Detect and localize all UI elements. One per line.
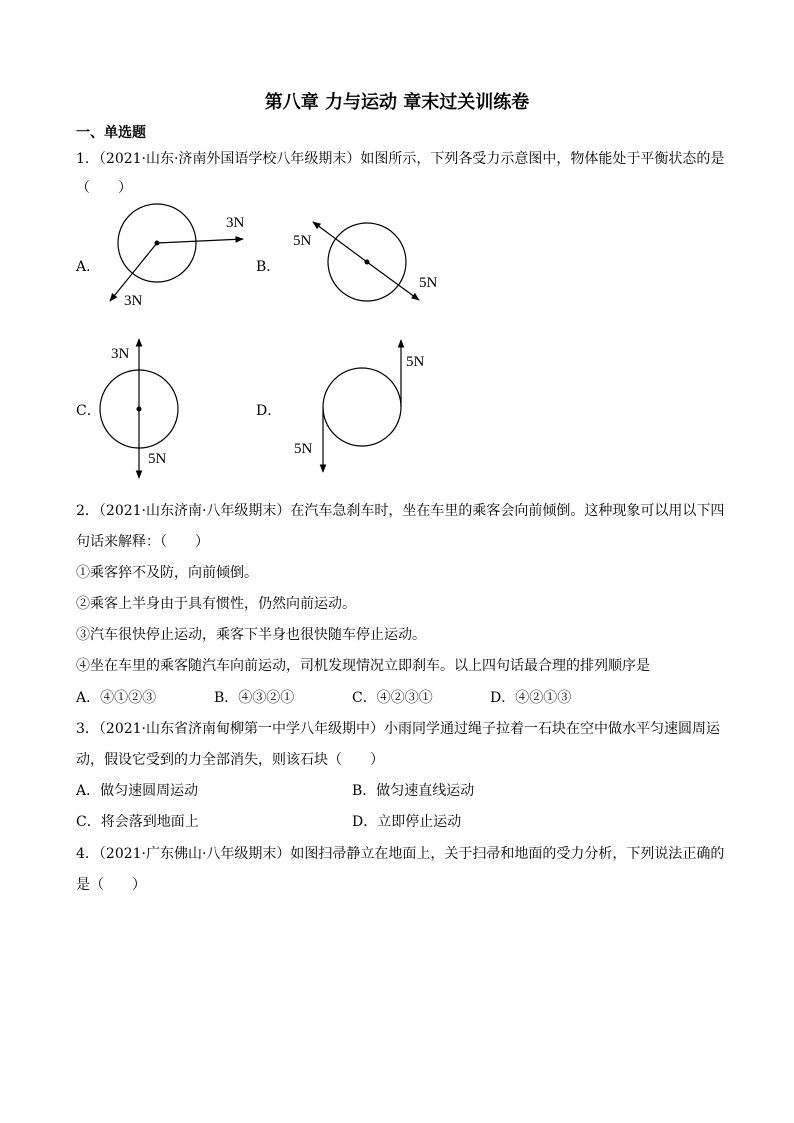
diagram-c-force-label-2: 5N: [148, 451, 167, 467]
q2-statement-4: ④坐在车里的乘客随汽车向前运动，司机发现情况立即刹车。以上四句话最合理的排列顺序是: [76, 658, 650, 674]
q2-statement-2: ②乘客上半身由于具有惯性，仍然向前运动。: [76, 596, 356, 612]
q3-option-d[interactable]: D．立即停止运动: [352, 814, 462, 830]
q2-option-d[interactable]: D．④②①③: [490, 690, 572, 706]
q4-stem-line2: 是（ ）: [76, 877, 146, 893]
diagram-d-force-label-1: 5N: [406, 354, 425, 370]
q1-stem-line2: （ ）: [76, 180, 132, 196]
q2-stem-line1: 2．（2021·山东济南·八年级期末）在汽车急刹车时，坐在车里的乘客会向前倾倒。这种现象可以用以下四: [76, 503, 725, 519]
q1-stem-line1: 1．（2021·山东·济南外国语学校八年级期末）如图所示，下列各受力示意图中，物体能处于平衡状态的是: [76, 151, 725, 167]
diagram-b-force-label-2: 5N: [419, 275, 438, 291]
q2-option-c[interactable]: C．④②③①: [352, 690, 433, 706]
diagram-b-figure: [293, 222, 438, 301]
q2-option-a[interactable]: A．④①②③: [76, 690, 157, 706]
diagram-d-circle: [323, 368, 401, 446]
diagram-b-force-up-left: [313, 222, 367, 262]
q2-statement-1: ①乘客猝不及防，向前倾倒。: [76, 565, 258, 581]
diagram-b-force-label-1: 5N: [293, 233, 312, 249]
q2-statement-3: ③汽车很快停止运动，乘客下半身也很快随车停止运动。: [76, 627, 426, 643]
diagram-d-figure: [294, 340, 425, 472]
q3-stem-line1: 3．（2021·山东省济南甸柳第一中学八年级期中）小雨同学通过绳子拉着一石块在空中做水平匀速圆周运: [76, 721, 720, 737]
diagram-c-figure: [100, 339, 178, 478]
q2-option-b[interactable]: B．④③②①: [214, 690, 295, 706]
q3-option-b[interactable]: B．做匀速直线运动: [352, 783, 475, 799]
q4-stem-line1: 4．（2021·广东佛山·八年级期末）如图扫帚静立在地面上，关于扫帚和地面的受力分析，下列说法正确的: [76, 846, 725, 862]
diagram-a-force-right: [157, 239, 243, 243]
q3-stem-line2: 动，假设它受到的力全部消失，则该石块（ ）: [76, 752, 384, 768]
diagram-a-figure: [110, 204, 245, 309]
q1-option-a-label[interactable]: A．: [76, 259, 101, 275]
diagram-a-force-label-2: 3N: [124, 293, 143, 309]
q3-option-a[interactable]: A．做匀速圆周运动: [76, 783, 199, 799]
q1-option-d-label[interactable]: D．: [256, 403, 282, 419]
q1-option-c-label[interactable]: C．: [76, 403, 101, 419]
q2-stem-line2: 句话来解释：（ ）: [76, 534, 209, 550]
q3-option-c[interactable]: C．将会落到地面上: [76, 814, 199, 830]
section-heading: 一、单选题: [76, 125, 146, 141]
page-title: 第八章 力与运动 章末过关训练卷: [264, 92, 530, 113]
diagram-d-force-label-2: 5N: [294, 441, 313, 457]
q1-option-b-label[interactable]: B．: [256, 259, 281, 275]
diagram-a-force-label-1: 3N: [226, 215, 245, 231]
diagram-b-force-down-right: [367, 262, 419, 300]
diagram-c-force-label-1: 3N: [111, 346, 130, 362]
